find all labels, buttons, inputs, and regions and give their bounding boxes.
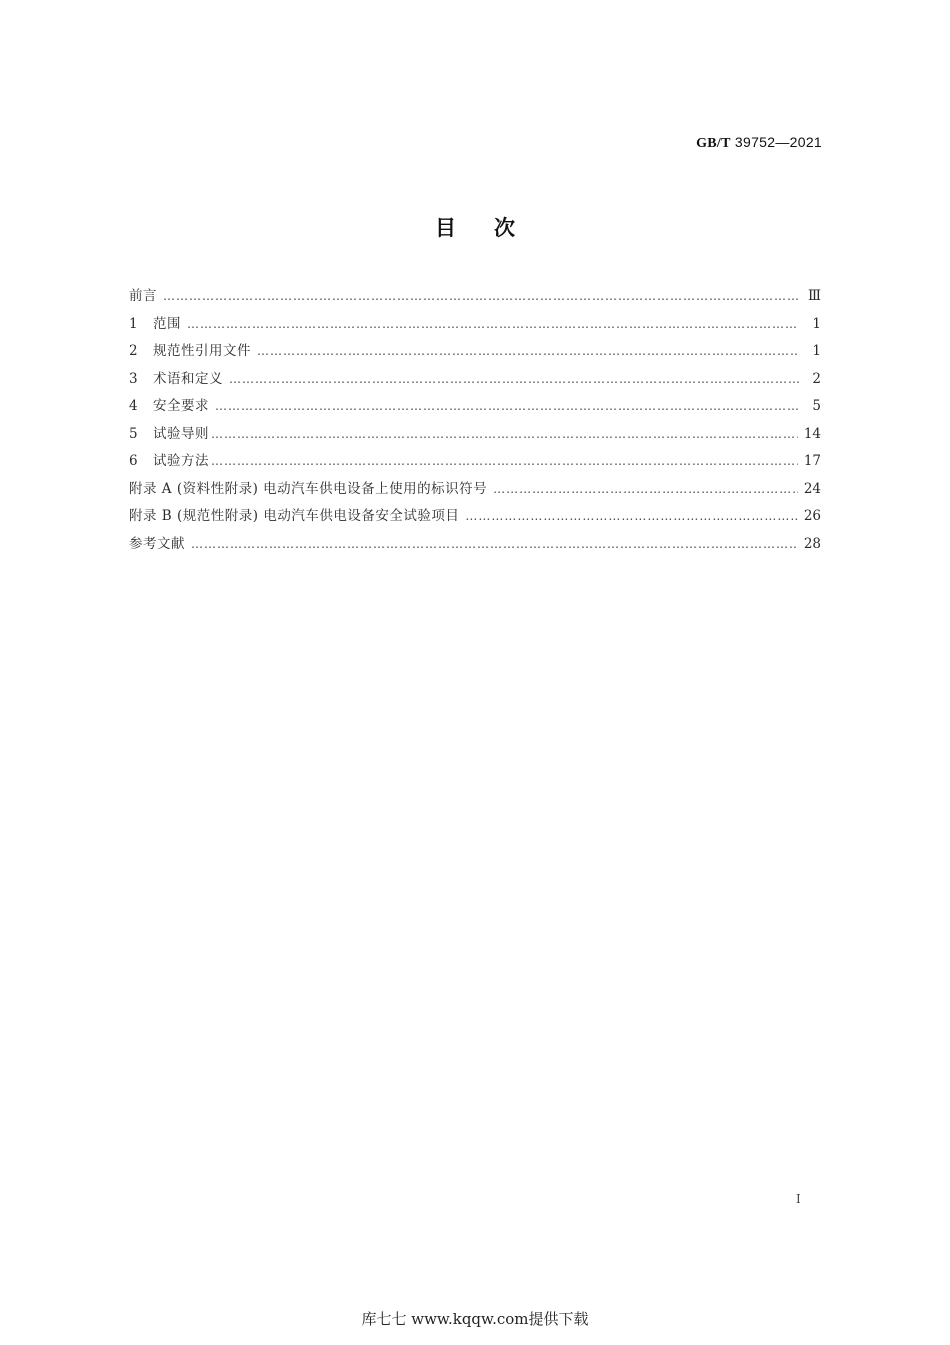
toc-entry-label: 范围 xyxy=(153,315,181,332)
dot-leader xyxy=(211,448,798,476)
toc-entry-bibliography[interactable] xyxy=(129,531,821,559)
toc-entry-number: 2 xyxy=(129,343,138,359)
toc-entry-label: 规范性引用文件 xyxy=(153,343,251,359)
dot-leader xyxy=(211,421,798,449)
dot-leader xyxy=(493,476,798,504)
toc-entry-number: 1 xyxy=(129,315,138,332)
toc-entry-page: 14 xyxy=(803,425,821,442)
toc-entry-page: 26 xyxy=(803,508,821,524)
toc-entry-test-guidelines[interactable] xyxy=(129,421,821,449)
toc-entry-label: 附录 A (资料性附录) 电动汽车供电设备上使用的标识符号 xyxy=(129,480,488,497)
toc-entry-page: 1 xyxy=(812,343,821,359)
toc-entry-label: 安全要求 xyxy=(153,398,209,414)
toc-entry-label: 附录 B (规范性附录) 电动汽车供电设备安全试验项目 xyxy=(129,508,460,524)
toc-entry-foreword[interactable] xyxy=(129,283,821,311)
standard-number: 39752—2021 xyxy=(734,134,822,150)
toc-entry-label: 术语和定义 xyxy=(153,370,223,387)
toc-entry-page: 1 xyxy=(812,315,821,332)
toc-entry-label: 试验方法 xyxy=(153,453,209,469)
toc-entry-number: 5 xyxy=(129,425,138,442)
dot-leader xyxy=(187,311,799,339)
dot-leader xyxy=(215,393,799,421)
toc-entry-scope[interactable] xyxy=(129,311,821,339)
toc-list xyxy=(129,283,821,558)
toc-entry-test-methods[interactable] xyxy=(129,448,821,476)
standard-code xyxy=(696,134,822,152)
toc-entry-appendix-a[interactable] xyxy=(129,476,821,504)
toc-entry-page: Ⅲ xyxy=(807,288,821,304)
toc-entry-label: 参考文献 xyxy=(129,535,185,552)
toc-entry-page: 2 xyxy=(812,370,821,387)
toc-entry-number: 3 xyxy=(129,370,138,387)
dot-leader xyxy=(229,366,799,394)
toc-entry-terms-definitions[interactable] xyxy=(129,366,821,394)
dot-leader xyxy=(163,283,799,311)
toc-entry-page: 28 xyxy=(803,535,821,552)
standard-prefix: GB/T xyxy=(696,136,731,151)
toc-entry-label: 试验导则 xyxy=(153,425,209,442)
toc-entry-page: 24 xyxy=(803,480,821,497)
toc-entry-appendix-b[interactable] xyxy=(129,503,821,531)
page-number: I xyxy=(796,1192,801,1206)
toc-entry-label: 前言 xyxy=(129,288,157,304)
dot-leader xyxy=(465,503,797,531)
toc-entry-page: 17 xyxy=(803,453,821,469)
toc-entry-number: 6 xyxy=(129,453,138,469)
toc-entry-safety-requirements[interactable] xyxy=(129,393,821,421)
toc-title: 目次 xyxy=(435,216,553,240)
dot-leader xyxy=(257,338,799,366)
toc-entry-normative-references[interactable] xyxy=(129,338,821,366)
toc-entry-number: 4 xyxy=(129,398,138,414)
download-source-note: 库七七 www.kqqw.com提供下载 xyxy=(361,1310,589,1328)
toc-entry-page: 5 xyxy=(812,398,821,414)
dot-leader xyxy=(191,531,798,559)
